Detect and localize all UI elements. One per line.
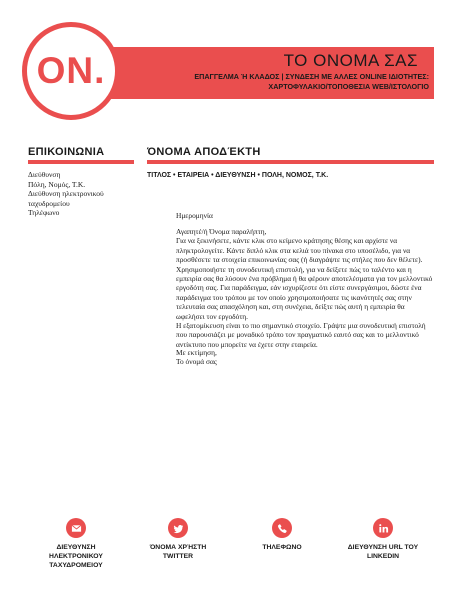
- footer-twitter-label-line: ΌΝΟΜΑ ΧΡΉΣΤΗ: [149, 544, 207, 551]
- footer-twitter-label: [133, 543, 223, 561]
- footer-twitter-label-line: TWITTER: [162, 553, 194, 560]
- applicant-name[interactable]: ΤΟ ΟΝΟΜΑ ΣΑΣ: [283, 51, 418, 70]
- footer-linkedin-label-line: ΔΙΕΥΘΥΝΣΗ URL ΤΟΥ: [347, 544, 419, 551]
- footer-email-label-line: ΔΙΕΥΘΥΝΣΗ: [56, 544, 96, 551]
- monogram-text: ON.: [36, 50, 106, 91]
- letter-paragraph: Για να ξεκινήσετε, κάντε κλικ στο κείμενο κράτησης θέσης και αρχίστε να πληκτρολογείτε. Κάντε διπλό κλικ στα κελιά του πίνακα στο υποσέλιδο, για να προσθέσετε τα στοιχεία επικοινωνίας σας (ή διαγράψτε τις στήλες που δεν θέλετε).: [176, 236, 423, 265]
- letter-greeting: Αγαπητέ/ή Όνομα παραλήπτη,: [176, 227, 267, 236]
- contact-rule: [28, 160, 134, 164]
- footer-email-label-line: ΗΛΕΚΤΡΟΝΙΚΟΥ: [49, 553, 103, 560]
- recipient-rule: [147, 160, 434, 164]
- contact-heading: ΕΠΙΚΟΙΝΩΝΙΑ: [28, 146, 105, 158]
- footer-twitter[interactable]: [133, 518, 223, 561]
- tagline-line-1: ΕΠΑΓΓΕΛΜΑ Ή ΚΛΑΔΟΣ | ΣΥΝΔΕΣΗ ΜΕ ΑΛΛΕΣ ONLINE ΙΔΙΟΤΗΤΕΣ:: [194, 72, 429, 81]
- contact-details[interactable]: [28, 170, 134, 218]
- contact-address: Διεύθυνση: [28, 170, 61, 179]
- linkedin-icon: [373, 518, 393, 538]
- footer-email-label-line: ΤΑΧΥΔΡΟΜΕΙΟΥ: [49, 562, 103, 569]
- letter-date[interactable]: Ημερομηνία: [176, 211, 213, 220]
- contact-city: Πόλη, Νομός, Τ.Κ.: [28, 179, 86, 189]
- tagline[interactable]: [129, 72, 429, 92]
- letter-signature: Το όνομά σας: [176, 357, 217, 367]
- footer-phone[interactable]: [237, 518, 327, 552]
- recipient-details[interactable]: ΤΙΤΛΟΣ • ΕΤΑΙΡΕΙΑ • ΔΙΕΥΘΥΝΣΗ • ΠΟΛΗ, ΝΟΜΟΣ, Τ.Κ.: [147, 172, 329, 179]
- twitter-icon: [168, 518, 188, 538]
- letter-closing: Με εκτίμηση,: [176, 348, 217, 357]
- letter-body[interactable]: [176, 227, 434, 349]
- footer-email-label: [31, 543, 121, 570]
- monogram-circle: [22, 22, 120, 120]
- tagline-line-2: ΧΑΡΤΟΦΥΛΑΚΙΟ/ΤΟΠΟΘΕΣΙΑ WEB/ΙΣΤΟΛΟΓΙΟ: [268, 82, 429, 91]
- contact-email-line-1: Διεύθυνση ηλεκτρονικού: [28, 189, 104, 198]
- recipient-heading[interactable]: ΌΝΟΜΑ ΑΠΟΔΈΚΤΗ: [147, 146, 261, 158]
- footer-phone-label-line: ΤΗΛΕΦΩΝΟ: [262, 544, 302, 551]
- phone-icon: [272, 518, 292, 538]
- footer-linkedin-label-line: LINKEDIN: [366, 553, 400, 560]
- footer-email[interactable]: [31, 518, 121, 570]
- footer-linkedin[interactable]: [338, 518, 428, 561]
- contact-email-line-2: ταχυδρομείου: [28, 198, 70, 208]
- letter-paragraph: Η εξατομίκευση είναι το πιο σημαντικό στοιχείο. Γράψτε μια συνοδευτική επιστολή που παρουσιάζει με μοναδικό τρόπο τον πραγματικό εαυτό σας και το μελλοντικό αντίκτυπο που μπορείτε να έχετε στην εταιρεία.: [176, 321, 426, 349]
- footer-phone-label: [237, 543, 327, 552]
- letter-closing-block[interactable]: [176, 348, 434, 367]
- letter-paragraph: Χρησιμοποιήστε τη συνοδευτική επιστολή, για να δείξετε πώς το ταλέντο και η εμπειρία σας θα λύσουν ένα πρόβλημα ή θα φέρουν αποτελέσματα για τον μελλοντικό εργοδότη σας. Για παράδειγμα, εάν ισχυρίζεστε ότι είστε συνεργάσιμοι, δώστε ένα παράδειγμα του τρόπου με τον οποίο χρησιμοποιήσατε τις ικανότητές σας στην τελευταία σας απασχόληση και, στη συνέχεια, δείξτε πώς αυτή η εμπειρία θα ωφελήσει τον εργοδότη.: [176, 264, 433, 321]
- footer-linkedin-label: [338, 543, 428, 561]
- contact-phone: Τηλέφωνο: [28, 208, 60, 217]
- email-icon: [66, 518, 86, 538]
